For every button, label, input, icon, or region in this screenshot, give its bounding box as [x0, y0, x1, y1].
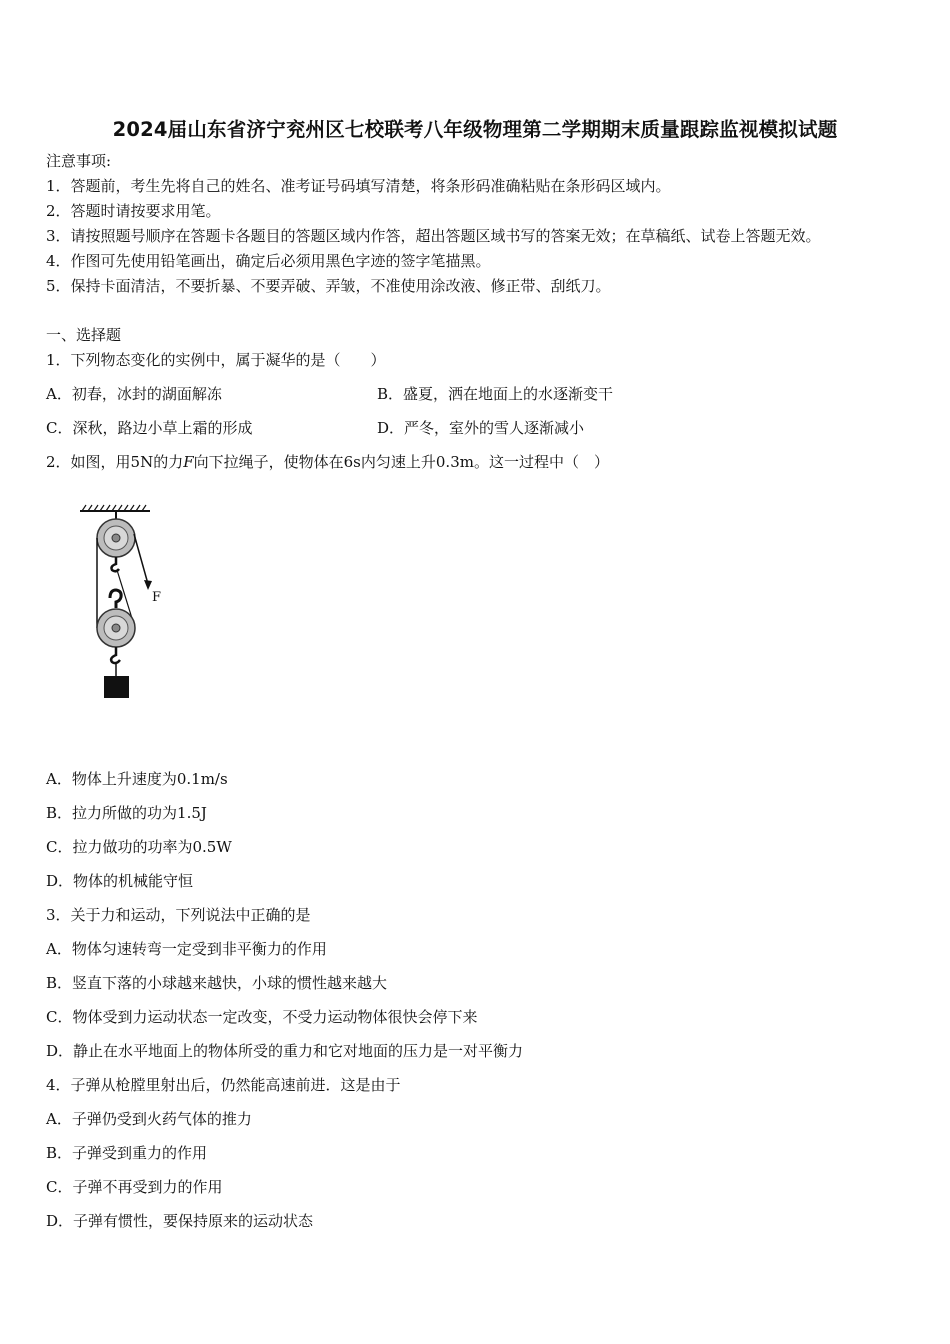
page-title: 2024届山东省济宁兖州区七校联考八年级物理第二学期期末质量跟踪监视模拟试题 [112, 118, 838, 141]
question-2-stem [46, 453, 609, 471]
force-label: F [152, 590, 162, 605]
q4-option-b: B．子弹受到重力的作用 [46, 1144, 208, 1162]
notice-item: 2．答题时请按要求用笔。 [46, 202, 221, 220]
fixed-pulley [97, 519, 135, 557]
movable-pulley [97, 609, 135, 647]
pulley-diagram [72, 500, 182, 705]
q2-option-a: A．物体上升速度为0.1m/s [46, 770, 228, 788]
section-heading: 一、选择题 [46, 326, 122, 344]
weight-block [104, 676, 129, 698]
q2-force-symbol: F [183, 453, 194, 471]
q2-stem-part-2: 向下拉绳子，使物体在6s内匀速上升0.3m。这一过程中（ ） [193, 453, 609, 471]
q4-option-a: A．子弹仍受到火药气体的推力 [46, 1110, 252, 1128]
q4-option-d: D．子弹有惯性，要保持原来的运动状态 [46, 1212, 314, 1230]
force-arrow-icon [144, 580, 152, 590]
q2-option-b: B．拉力所做的功为1.5J [46, 804, 207, 822]
question-4-stem: 4．子弹从枪膛里射出后，仍然能高速前进．这是由于 [46, 1076, 401, 1094]
q3-option-d: D．静止在水平地面上的物体所受的重力和它对地面的压力是一对平衡力 [46, 1042, 524, 1060]
pulley-figure [72, 500, 182, 705]
question-3-stem: 3．关于力和运动，下列说法中正确的是 [46, 906, 311, 924]
q4-option-c: C．子弹不再受到力的作用 [46, 1178, 223, 1196]
q1-option-d: D．严冬，室外的雪人逐渐减小 [377, 419, 585, 437]
q1-option-c: C．深秋，路边小草上霜的形成 [46, 419, 253, 437]
notice-item: 5．保持卡面清洁，不要折暴、不要弄破、弄皱，不准使用涂改液、修正带、刮纸刀。 [46, 277, 611, 295]
q2-option-c: C．拉力做功的功率为0.5W [46, 838, 232, 856]
notice-item: 3．请按照题号顺序在答题卡各题目的答题区域内作答，超出答题区域书写的答案无效；在草稿纸、试卷上答题无效。 [46, 227, 821, 245]
notice-item: 4．作图可先使用铅笔画出，确定后必须用黑色字迹的签字笔描黑。 [46, 252, 491, 270]
q2-stem-part-1: 2．如图，用5N的力 [46, 453, 184, 471]
q2-option-d: D．物体的机械能守恒 [46, 872, 194, 890]
q3-option-c: C．物体受到力运动状态一定改变，不受力运动物体很快会停下来 [46, 1008, 478, 1026]
q3-option-b: B．竖直下落的小球越来越快，小球的惯性越来越大 [46, 974, 388, 992]
notice-item: 1．答题前，考生先将自己的姓名、准考证号码填写清楚，将条形码准确粘贴在条形码区域内。 [46, 177, 671, 195]
question-1-stem: 1．下列物态变化的实例中，属于凝华的是（ ） [46, 351, 386, 369]
q1-option-a: A．初春，冰封的湖面解冻 [46, 385, 222, 403]
q1-option-b: B．盛夏，洒在地面上的水逐渐变干 [377, 385, 614, 403]
notice-heading: 注意事项: [46, 152, 112, 170]
q3-option-a: A．物体匀速转弯一定受到非平衡力的作用 [46, 940, 327, 958]
